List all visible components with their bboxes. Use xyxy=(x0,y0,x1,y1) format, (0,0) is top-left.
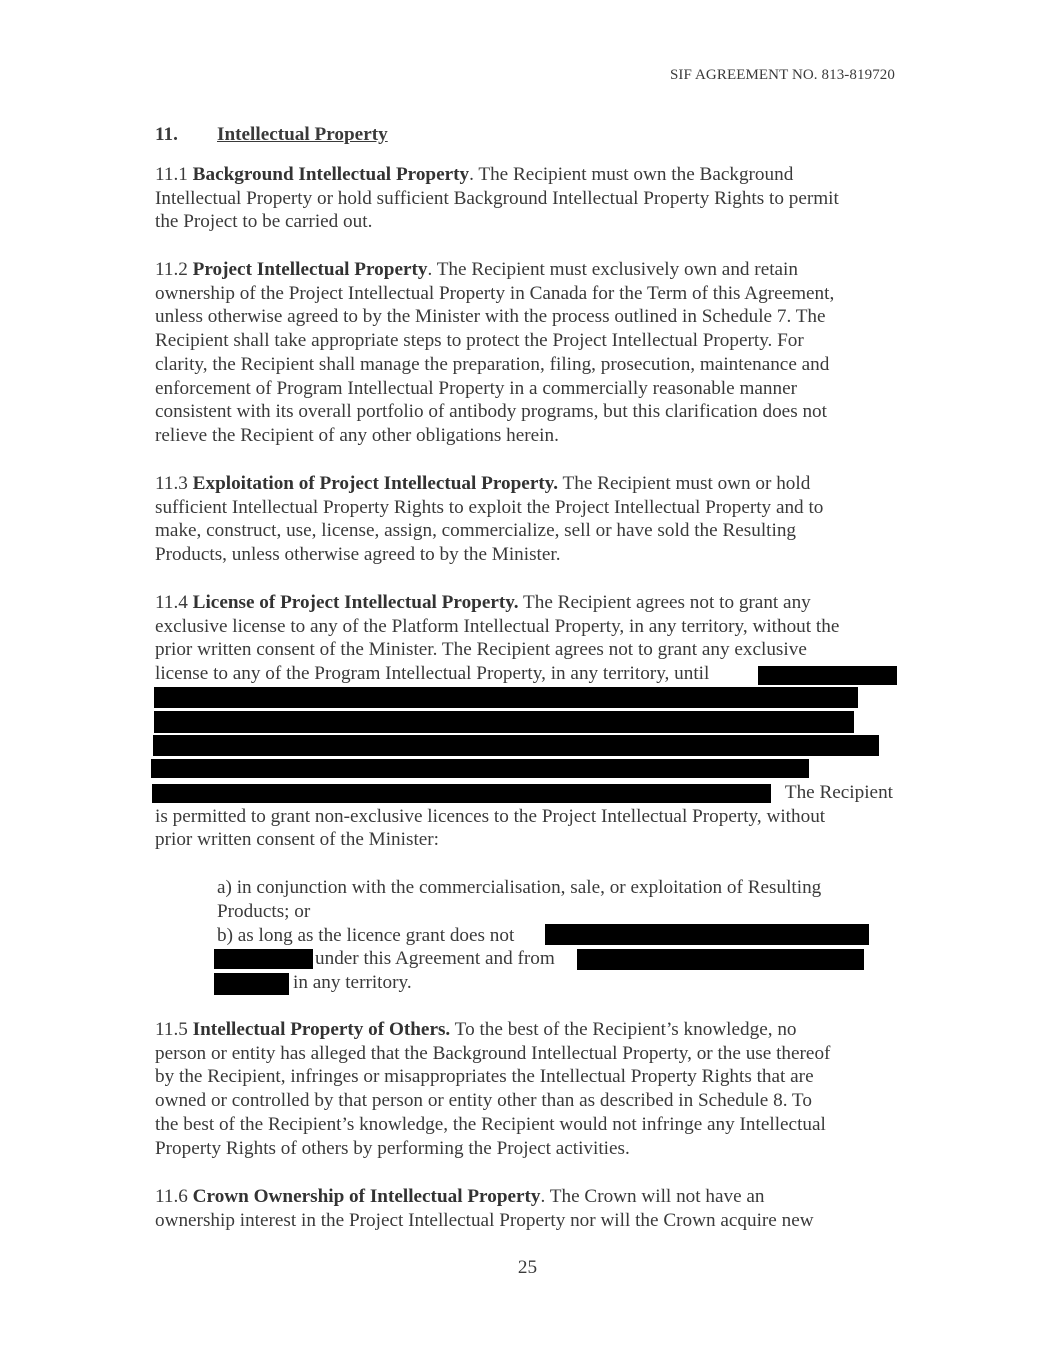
clause-line: consistent with its overall portfolio of antibody programs, but this clarification does not xyxy=(155,401,827,423)
clause-11-5 xyxy=(155,1018,900,1160)
clause-text: . The Crown will not have an xyxy=(540,1186,765,1207)
clause-line: is permitted to grant non-exclusive licences to the Project Intellectual Property, without xyxy=(155,805,826,827)
clause-text: The Recipient must own or hold xyxy=(558,473,811,494)
clause-title: Intellectual Property of Others. xyxy=(192,1019,451,1040)
section-title: Intellectual Property xyxy=(217,124,388,145)
clause-line: ownership of the Project Intellectual Property in Canada for the Term of this Agreement, xyxy=(155,282,835,304)
section-heading xyxy=(155,123,388,147)
list-item-a: a) in conjunction with the commercialisation, sale, or exploitation of Resulting xyxy=(217,877,822,898)
clause-line: Intellectual Property or hold sufficient Background Intellectual Property Rights to permit xyxy=(155,187,839,209)
redaction-block xyxy=(758,666,897,685)
list-item-b-end: in any territory. xyxy=(293,972,412,993)
clause-title: Exploitation of Project Intellectual Property. xyxy=(192,473,559,494)
redaction-block xyxy=(154,687,858,708)
redaction-block xyxy=(154,711,854,733)
page-number: 25 xyxy=(517,1257,538,1278)
clause-11-3 xyxy=(155,472,900,567)
clause-line: owned or controlled by that person or entity other than as described in Schedule 8. To xyxy=(155,1090,812,1112)
clause-line xyxy=(155,472,900,496)
list-item-a-continued: Products; or xyxy=(217,901,311,922)
clause-line: prior written consent of the Minister: xyxy=(155,829,440,851)
clause-line: Products, unless otherwise agreed to by the Minister. xyxy=(155,544,561,566)
clause-line: the best of the Recipient’s knowledge, the Recipient would not infringe any Intellectual xyxy=(155,1113,826,1135)
redaction-block xyxy=(151,759,809,778)
clause-line xyxy=(155,591,900,615)
redaction-block xyxy=(214,973,289,995)
clause-line: by the Recipient, infringes or misappropriates the Intellectual Property Rights that are xyxy=(155,1066,814,1088)
clause-line: make, construct, use, license, assign, commercialize, sell or have sold the Resulting xyxy=(155,520,797,542)
redaction-block xyxy=(153,735,879,756)
clause-text: To the best of the Recipient’s knowledge, no xyxy=(450,1019,797,1040)
clause-text: . The Recipient must exclusively own and retain xyxy=(427,259,798,280)
clause-line: exclusive license to any of the Platform Intellectual Property, in any territory, without the xyxy=(155,615,840,637)
clause-line: The Recipient xyxy=(784,782,893,803)
clause-text: The Recipient agrees not to grant any xyxy=(518,592,811,613)
clause-line: license to any of the Program Intellectual Property, in any territory, until xyxy=(155,663,710,685)
clause-number: 11.5 xyxy=(155,1019,193,1040)
clause-line: Property Rights of others by performing the Project activities. xyxy=(155,1137,630,1159)
clause-line: person or entity has alleged that the Background Intellectual Property, or the use thereof xyxy=(155,1042,831,1064)
clause-number: 11.6 xyxy=(155,1186,193,1207)
redaction-block xyxy=(545,924,869,945)
clause-11-4-continued xyxy=(155,781,900,852)
clause-line: Recipient shall take appropriate steps to protect the Project Intellectual Property. For xyxy=(155,330,804,352)
clause-11-2 xyxy=(155,258,900,448)
clause-line xyxy=(155,163,900,187)
clause-line: clarity, the Recipient shall manage the preparation, filing, prosecution, maintenance and xyxy=(155,353,830,375)
clause-title: Background Intellectual Property xyxy=(192,164,470,185)
clause-line: sufficient Intellectual Property Rights to exploit the Project Intellectual Property and to xyxy=(155,496,824,518)
clause-line: ownership interest in the Project Intellectual Property nor will the Crown acquire new xyxy=(155,1209,814,1231)
clause-line: relieve the Recipient of any other obligations herein. xyxy=(155,424,559,446)
section-number: 11. xyxy=(155,124,178,145)
clause-line: enforcement of Program Intellectual Property in a commercially reasonable manner xyxy=(155,377,797,399)
clause-line: unless otherwise agreed to by the Minister with the process outlined in Schedule 7. The xyxy=(155,306,826,328)
clause-line: the Project to be carried out. xyxy=(155,211,373,233)
list-item-b: b) as long as the licence grant does not xyxy=(217,925,515,946)
agreement-number-header: SIF AGREEMENT NO. 813-819720 xyxy=(669,67,895,83)
clause-line xyxy=(155,1018,900,1042)
clause-title: Crown Ownership of Intellectual Property xyxy=(192,1186,541,1207)
clause-11-1 xyxy=(155,163,900,234)
clause-text: . The Recipient must own the Background xyxy=(469,164,794,185)
clause-number: 11.2 xyxy=(155,259,193,280)
list-item-b-continued: under this Agreement and from xyxy=(315,948,555,969)
redaction-block xyxy=(577,949,864,970)
clause-title: License of Project Intellectual Property. xyxy=(192,592,519,613)
clause-line xyxy=(155,258,900,282)
clause-number: 11.4 xyxy=(155,592,193,613)
redaction-block xyxy=(214,949,313,969)
clause-number: 11.1 xyxy=(155,164,193,185)
clause-line: prior written consent of the Minister. The Recipient agrees not to grant any exclusive xyxy=(155,639,807,661)
clause-line xyxy=(155,1185,900,1209)
clause-number: 11.3 xyxy=(155,473,193,494)
clause-title: Project Intellectual Property xyxy=(192,259,428,280)
clause-11-6 xyxy=(155,1185,900,1232)
